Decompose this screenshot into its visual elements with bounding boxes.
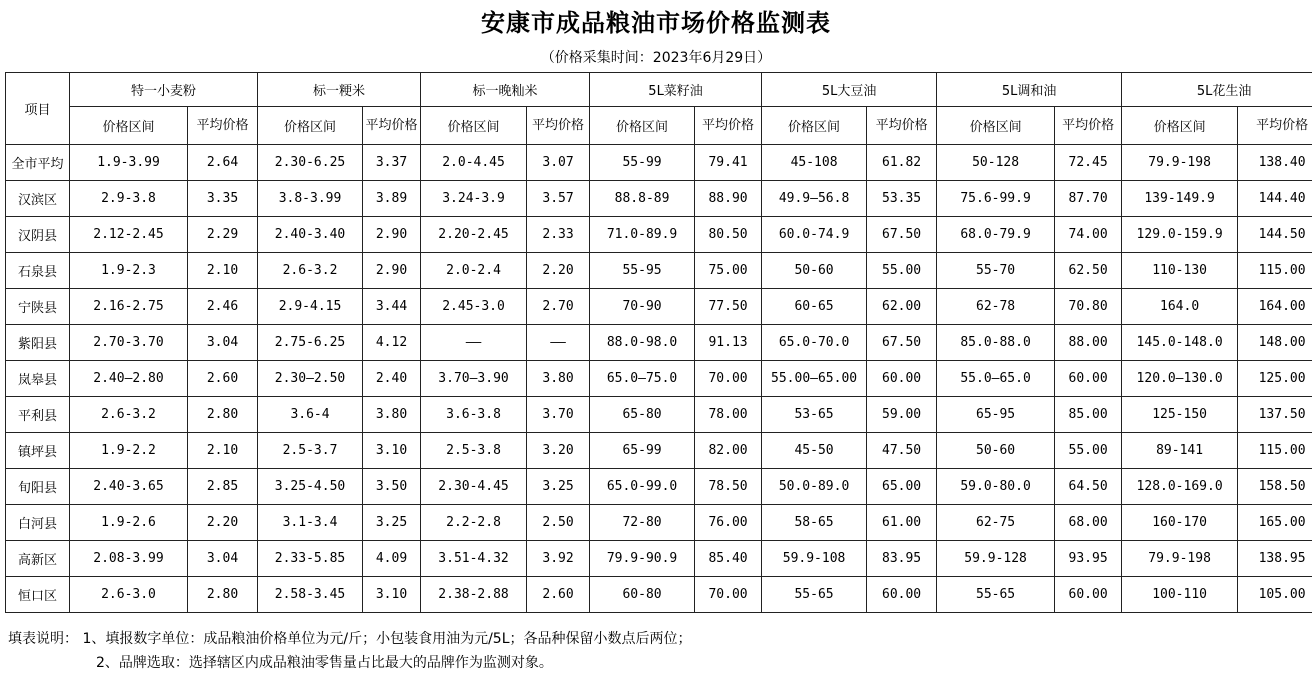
price-range-cell: 139-149.9 — [1122, 181, 1238, 217]
collection-date: （价格采集时间：2023年6月29日） — [540, 50, 772, 66]
average-price-cell: 4.09 — [363, 541, 421, 577]
average-price-cell: 2.60 — [188, 361, 258, 397]
average-price-cell: 62.50 — [1055, 253, 1122, 289]
price-range-cell: 55-99 — [590, 145, 695, 181]
average-price-cell: 3.20 — [527, 433, 590, 469]
price-range-cell: 2.9-3.8 — [70, 181, 188, 217]
table-row — [6, 361, 1312, 397]
region-cell: 石泉县 — [6, 253, 70, 289]
price-range-cell: 50-60 — [937, 433, 1055, 469]
price-range-cell: 2.30-4.45 — [421, 469, 527, 505]
price-range-cell: 3.51-4.32 — [421, 541, 527, 577]
region-cell: 镇坪县 — [6, 433, 70, 469]
region-cell: 白河县 — [6, 505, 70, 541]
average-price-cell: 70.00 — [695, 361, 762, 397]
average-price-cell: 3.92 — [527, 541, 590, 577]
average-price-cell: 165.00 — [1238, 505, 1312, 541]
average-price-cell: 60.00 — [1055, 577, 1122, 613]
average-price-cell: 3.80 — [363, 397, 421, 433]
average-price-cell: 70.00 — [695, 577, 762, 613]
average-price-cell: 3.89 — [363, 181, 421, 217]
average-price-cell: 2.90 — [363, 253, 421, 289]
item-header: 项目 — [6, 73, 70, 145]
average-price-cell: 88.00 — [1055, 325, 1122, 361]
table-row — [6, 253, 1312, 289]
average-price-cell: 79.41 — [695, 145, 762, 181]
average-price-cell: 3.50 — [363, 469, 421, 505]
table-row — [6, 397, 1312, 433]
table-row — [6, 505, 1312, 541]
price-range-cell: 65.0-70.0 — [762, 325, 867, 361]
price-range-cell: 128.0-169.0 — [1122, 469, 1238, 505]
price-range-cell: 55.00—65.00 — [762, 361, 867, 397]
average-price-cell: 55.00 — [1055, 433, 1122, 469]
price-range-cell: 2.6-3.0 — [70, 577, 188, 613]
price-range-cell: 2.33-5.85 — [258, 541, 363, 577]
price-range-cell: 79.9-198 — [1122, 145, 1238, 181]
average-price-cell: 3.04 — [188, 325, 258, 361]
price-range-header: 价格区间 — [762, 107, 867, 145]
average-price-cell: 91.13 — [695, 325, 762, 361]
average-price-cell: 67.50 — [867, 217, 937, 253]
average-price-cell: 2.70 — [527, 289, 590, 325]
price-range-header: 价格区间 — [1122, 107, 1238, 145]
average-price-cell: 115.00 — [1238, 253, 1312, 289]
price-range-cell: 145.0-148.0 — [1122, 325, 1238, 361]
average-price-cell: 47.50 — [867, 433, 937, 469]
average-price-cell: 93.95 — [1055, 541, 1122, 577]
price-range-cell: 55-95 — [590, 253, 695, 289]
price-range-cell: 110-130 — [1122, 253, 1238, 289]
price-range-cell: 2.40—2.80 — [70, 361, 188, 397]
price-range-cell: 60.0-74.9 — [762, 217, 867, 253]
price-range-header: 价格区间 — [421, 107, 527, 145]
price-range-cell: 60-65 — [762, 289, 867, 325]
average-price-cell: 3.10 — [363, 433, 421, 469]
product-header: 5L调和油 — [937, 73, 1122, 107]
price-range-cell: 2.5-3.7 — [258, 433, 363, 469]
average-price-cell: 87.70 — [1055, 181, 1122, 217]
average-price-cell: 3.70 — [527, 397, 590, 433]
price-range-cell: 2.40-3.40 — [258, 217, 363, 253]
price-range-cell: 59.9-108 — [762, 541, 867, 577]
product-header: 5L大豆油 — [762, 73, 937, 107]
average-price-cell: 88.90 — [695, 181, 762, 217]
price-range-cell: 3.24-3.9 — [421, 181, 527, 217]
average-price-cell: 138.40 — [1238, 145, 1312, 181]
price-range-cell: 62-78 — [937, 289, 1055, 325]
average-price-cell: 76.00 — [695, 505, 762, 541]
average-price-cell: 2.20 — [188, 505, 258, 541]
average-price-cell: 3.25 — [527, 469, 590, 505]
product-header: 标一粳米 — [258, 73, 421, 107]
product-header: 5L花生油 — [1122, 73, 1312, 107]
region-cell: 紫阳县 — [6, 325, 70, 361]
price-range-cell: 50.0-89.0 — [762, 469, 867, 505]
price-range-cell: 1.9-2.6 — [70, 505, 188, 541]
average-price-cell: 164.00 — [1238, 289, 1312, 325]
average-price-cell: 3.04 — [188, 541, 258, 577]
average-price-cell: 2.80 — [188, 577, 258, 613]
price-range-cell: 3.8-3.99 — [258, 181, 363, 217]
price-range-cell: 55-65 — [762, 577, 867, 613]
region-cell: 宁陕县 — [6, 289, 70, 325]
average-price-header: 平均价格 — [695, 107, 762, 145]
price-range-cell: 45-50 — [762, 433, 867, 469]
table-row — [6, 469, 1312, 505]
price-range-cell: 88.8-89 — [590, 181, 695, 217]
average-price-cell: —— — [527, 325, 590, 361]
average-price-cell: 59.00 — [867, 397, 937, 433]
average-price-cell: 74.00 — [1055, 217, 1122, 253]
price-range-cell: 50-60 — [762, 253, 867, 289]
average-price-cell: 78.50 — [695, 469, 762, 505]
note-line-1: 填表说明： 1、填报数字单位：成品粮油价格单位为元/斤；小包装食用油为元/5L；各品种保留小数点后两位； — [8, 631, 692, 647]
average-price-cell: 144.50 — [1238, 217, 1312, 253]
price-range-cell: 2.16-2.75 — [70, 289, 188, 325]
price-range-cell: 1.9-3.99 — [70, 145, 188, 181]
average-price-cell: 138.95 — [1238, 541, 1312, 577]
price-range-cell: 89-141 — [1122, 433, 1238, 469]
average-price-cell: 2.10 — [188, 253, 258, 289]
table-row — [6, 541, 1312, 577]
price-range-cell: 3.1-3.4 — [258, 505, 363, 541]
average-price-cell: 3.37 — [363, 145, 421, 181]
price-range-cell: 49.9—56.8 — [762, 181, 867, 217]
price-range-cell: 88.0-98.0 — [590, 325, 695, 361]
table-row — [6, 289, 1312, 325]
average-price-cell: 83.95 — [867, 541, 937, 577]
average-price-cell: 144.40 — [1238, 181, 1312, 217]
average-price-cell: 85.40 — [695, 541, 762, 577]
average-price-cell: 80.50 — [695, 217, 762, 253]
average-price-cell: 62.00 — [867, 289, 937, 325]
price-range-cell: 58-65 — [762, 505, 867, 541]
price-range-cell: 60-80 — [590, 577, 695, 613]
product-header: 5L菜籽油 — [590, 73, 762, 107]
average-price-cell: 2.80 — [188, 397, 258, 433]
price-range-cell: 2.30-6.25 — [258, 145, 363, 181]
average-price-header: 平均价格 — [188, 107, 258, 145]
average-price-cell: 3.35 — [188, 181, 258, 217]
average-price-cell: 65.00 — [867, 469, 937, 505]
average-price-cell: 2.90 — [363, 217, 421, 253]
price-range-cell: 2.75-6.25 — [258, 325, 363, 361]
price-range-cell: 2.6-3.2 — [70, 397, 188, 433]
average-price-cell: 2.20 — [527, 253, 590, 289]
price-range-cell: 65-80 — [590, 397, 695, 433]
average-price-cell: 85.00 — [1055, 397, 1122, 433]
price-range-cell: 79.9-198 — [1122, 541, 1238, 577]
average-price-cell: 61.00 — [867, 505, 937, 541]
table-row — [6, 181, 1312, 217]
price-range-cell: 2.6-3.2 — [258, 253, 363, 289]
price-range-cell: 2.12-2.45 — [70, 217, 188, 253]
average-price-cell: 137.50 — [1238, 397, 1312, 433]
price-range-cell: 2.9-4.15 — [258, 289, 363, 325]
average-price-cell: 148.00 — [1238, 325, 1312, 361]
average-price-cell: 82.00 — [695, 433, 762, 469]
price-range-cell: 45-108 — [762, 145, 867, 181]
average-price-cell: 70.80 — [1055, 289, 1122, 325]
average-price-cell: 75.00 — [695, 253, 762, 289]
average-price-header: 平均价格 — [363, 107, 421, 145]
price-range-cell: 2.20-2.45 — [421, 217, 527, 253]
table-row — [6, 217, 1312, 253]
price-range-cell: 2.70-3.70 — [70, 325, 188, 361]
price-range-cell: 55-65 — [937, 577, 1055, 613]
average-price-cell: 4.12 — [363, 325, 421, 361]
region-cell: 旬阳县 — [6, 469, 70, 505]
price-range-header: 价格区间 — [258, 107, 363, 145]
price-range-cell: 120.0—130.0 — [1122, 361, 1238, 397]
price-range-cell: 2.58-3.45 — [258, 577, 363, 613]
price-range-cell: 65.0—75.0 — [590, 361, 695, 397]
price-range-cell: 125-150 — [1122, 397, 1238, 433]
price-range-cell: 62-75 — [937, 505, 1055, 541]
average-price-cell: 68.00 — [1055, 505, 1122, 541]
price-range-cell: 70-90 — [590, 289, 695, 325]
price-range-cell: 75.6-99.9 — [937, 181, 1055, 217]
average-price-cell: 3.10 — [363, 577, 421, 613]
average-price-cell: 72.45 — [1055, 145, 1122, 181]
price-range-cell: 59.0-80.0 — [937, 469, 1055, 505]
average-price-cell: 78.00 — [695, 397, 762, 433]
price-range-cell: 1.9-2.3 — [70, 253, 188, 289]
average-price-header: 平均价格 — [527, 107, 590, 145]
price-range-header: 价格区间 — [70, 107, 188, 145]
average-price-cell: 2.64 — [188, 145, 258, 181]
price-range-cell: 3.70—3.90 — [421, 361, 527, 397]
price-range-cell: 1.9-2.2 — [70, 433, 188, 469]
average-price-cell: 3.57 — [527, 181, 590, 217]
table-row — [6, 433, 1312, 469]
average-price-cell: 2.33 — [527, 217, 590, 253]
average-price-cell: 2.85 — [188, 469, 258, 505]
price-range-header: 价格区间 — [590, 107, 695, 145]
price-range-cell: 68.0-79.9 — [937, 217, 1055, 253]
price-range-cell: 79.9-90.9 — [590, 541, 695, 577]
region-cell: 平利县 — [6, 397, 70, 433]
price-range-cell: 71.0-89.9 — [590, 217, 695, 253]
note-line-2: 2、品牌选取：选择辖区内成品粮油零售量占比最大的品牌作为监测对象。 — [96, 655, 553, 671]
price-table — [5, 72, 1312, 613]
price-range-cell: 2.40-3.65 — [70, 469, 188, 505]
price-range-cell: 65-95 — [937, 397, 1055, 433]
average-price-header: 平均价格 — [1238, 107, 1312, 145]
price-range-cell: 2.45-3.0 — [421, 289, 527, 325]
price-range-cell: 53-65 — [762, 397, 867, 433]
price-range-cell: 72-80 — [590, 505, 695, 541]
average-price-cell: 115.00 — [1238, 433, 1312, 469]
average-price-cell: 60.00 — [867, 361, 937, 397]
price-range-cell: 85.0-88.0 — [937, 325, 1055, 361]
table-row — [6, 325, 1312, 361]
average-price-cell: 2.60 — [527, 577, 590, 613]
average-price-cell: 2.10 — [188, 433, 258, 469]
average-price-cell: 3.44 — [363, 289, 421, 325]
page-title: 安康市成品粮油市场价格监测表 — [481, 8, 831, 37]
average-price-header: 平均价格 — [867, 107, 937, 145]
average-price-cell: 2.50 — [527, 505, 590, 541]
region-cell: 岚皋县 — [6, 361, 70, 397]
average-price-cell: 64.50 — [1055, 469, 1122, 505]
price-range-cell: 164.0 — [1122, 289, 1238, 325]
region-cell: 汉滨区 — [6, 181, 70, 217]
price-range-cell: 65.0-99.0 — [590, 469, 695, 505]
average-price-cell: 61.82 — [867, 145, 937, 181]
table-row — [6, 577, 1312, 613]
average-price-cell: 77.50 — [695, 289, 762, 325]
price-range-cell: 2.5-3.8 — [421, 433, 527, 469]
average-price-cell: 3.80 — [527, 361, 590, 397]
price-range-cell: 3.6-4 — [258, 397, 363, 433]
price-range-cell: 2.38-2.88 — [421, 577, 527, 613]
product-header: 标一晚籼米 — [421, 73, 590, 107]
average-price-cell: 3.25 — [363, 505, 421, 541]
average-price-cell: 3.07 — [527, 145, 590, 181]
price-range-cell: 59.9-128 — [937, 541, 1055, 577]
average-price-cell: 55.00 — [867, 253, 937, 289]
average-price-cell: 60.00 — [867, 577, 937, 613]
notes — [8, 627, 1304, 675]
average-price-cell: 53.35 — [867, 181, 937, 217]
region-cell: 恒口区 — [6, 577, 70, 613]
price-range-cell: 2.0-2.4 — [421, 253, 527, 289]
price-range-cell: —— — [421, 325, 527, 361]
table-row — [6, 145, 1312, 181]
price-range-cell: 2.08-3.99 — [70, 541, 188, 577]
product-header: 特一小麦粉 — [70, 73, 258, 107]
price-range-cell: 3.6-3.8 — [421, 397, 527, 433]
price-range-header: 价格区间 — [937, 107, 1055, 145]
average-price-cell: 60.00 — [1055, 361, 1122, 397]
region-cell: 汉阴县 — [6, 217, 70, 253]
average-price-cell: 2.40 — [363, 361, 421, 397]
region-cell: 高新区 — [6, 541, 70, 577]
average-price-header: 平均价格 — [1055, 107, 1122, 145]
price-range-cell: 2.0-4.45 — [421, 145, 527, 181]
price-range-cell: 50-128 — [937, 145, 1055, 181]
price-range-cell: 129.0-159.9 — [1122, 217, 1238, 253]
price-range-cell: 3.25-4.50 — [258, 469, 363, 505]
average-price-cell: 105.00 — [1238, 577, 1312, 613]
average-price-cell: 2.46 — [188, 289, 258, 325]
price-range-cell: 65-99 — [590, 433, 695, 469]
average-price-cell: 67.50 — [867, 325, 937, 361]
region-cell: 全市平均 — [6, 145, 70, 181]
price-range-cell: 2.30—2.50 — [258, 361, 363, 397]
average-price-cell: 125.00 — [1238, 361, 1312, 397]
price-range-cell: 55-70 — [937, 253, 1055, 289]
price-range-cell: 100-110 — [1122, 577, 1238, 613]
price-range-cell: 55.0—65.0 — [937, 361, 1055, 397]
price-range-cell: 2.2-2.8 — [421, 505, 527, 541]
average-price-cell: 158.50 — [1238, 469, 1312, 505]
price-range-cell: 160-170 — [1122, 505, 1238, 541]
average-price-cell: 2.29 — [188, 217, 258, 253]
